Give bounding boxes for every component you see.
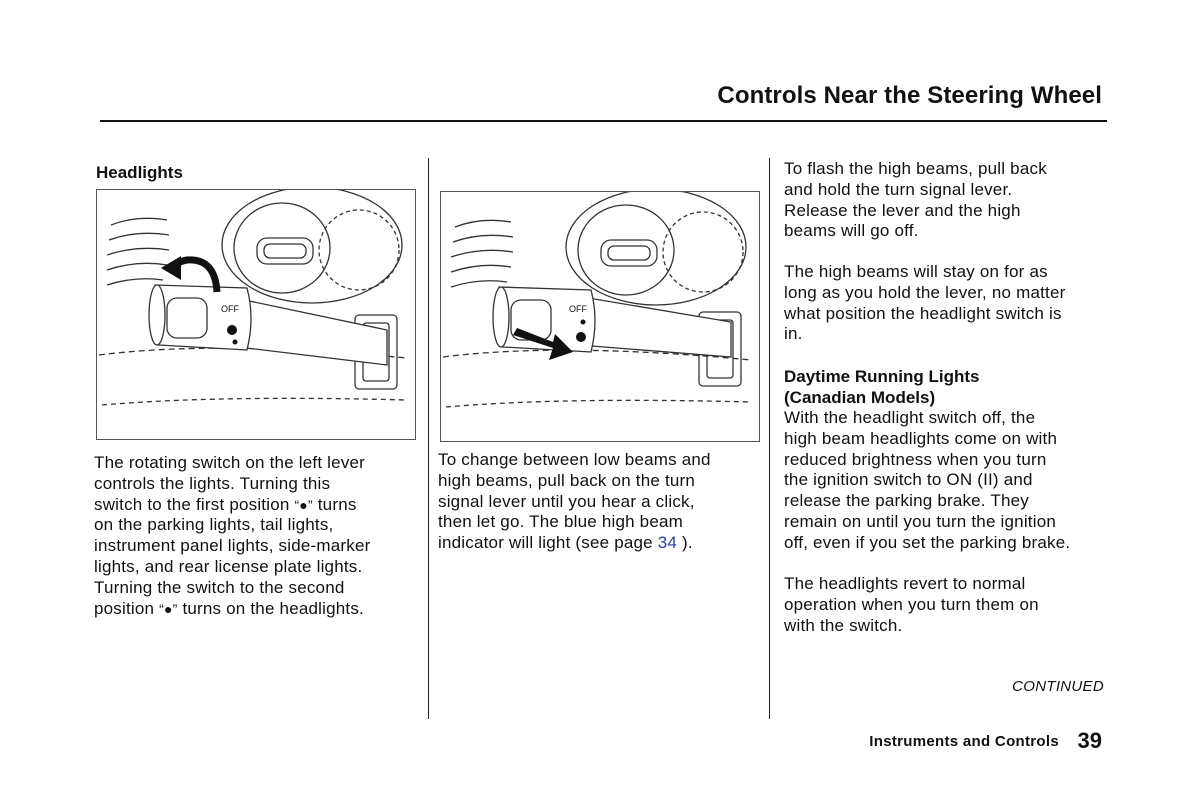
page-title: Controls Near the Steering Wheel [717,82,1102,109]
high-beams-stay-on-paragraph: The high beams will stay on for as long as you hold the lever, no matter what position the headlight switch is in. [784,262,1066,344]
headlights-revert-paragraph: The headlights revert to normal operation when you turn them on with the switch. [784,574,1039,635]
continued-label: CONTINUED [1012,678,1104,695]
column-divider-right [769,158,770,719]
section-heading-daytime-running-lights: Daytime Running Lights (Canadian Models) [784,367,980,407]
column-divider-left [428,158,429,719]
section-heading-headlights: Headlights [96,163,183,182]
page-reference-link[interactable]: 34 [657,533,678,553]
high-beam-lever-illustration [440,191,760,442]
headlight-switch-illustration [96,189,416,440]
lever-off-label: OFF [221,304,239,314]
high-beam-drawing [441,192,759,441]
page-number: 39 [1077,728,1102,753]
headlights-paragraph: The rotating switch on the left lever controls the lights. Turning this switch to the first position “●” turns on the parking lights, tail lights, instrument panel lights, side-marker lights, and rear license plate lights. Turning the switch to the second position “●” turns on the headlights. [94,453,371,618]
parking-position-symbol: “●” [294,496,313,513]
title-rule [100,120,1107,122]
headlight-switch-drawing [97,190,415,439]
daytime-running-lights-paragraph: With the headlight switch off, the high beam headlights come on with reduced brightness when you turn the ignition switch to ON (II) and release the parking brake. They remain on until you turn the ignition off, even if you set the parking brake. [784,408,1071,552]
headlight-position-symbol: “●” [159,600,178,617]
high-beam-paragraph: To change between low beams and high beams, pull back on the turn signal lever until you hear a click, then let go. The blue high beam indicator will light (see page 34 ). [438,450,711,553]
lever-off-label: OFF [569,304,587,314]
footer-section-title: Instruments and Controls [869,733,1059,750]
flash-high-beams-paragraph: To flash the high beams, pull back and hold the turn signal lever. Release the lever and the high beams will go off. [784,159,1047,241]
